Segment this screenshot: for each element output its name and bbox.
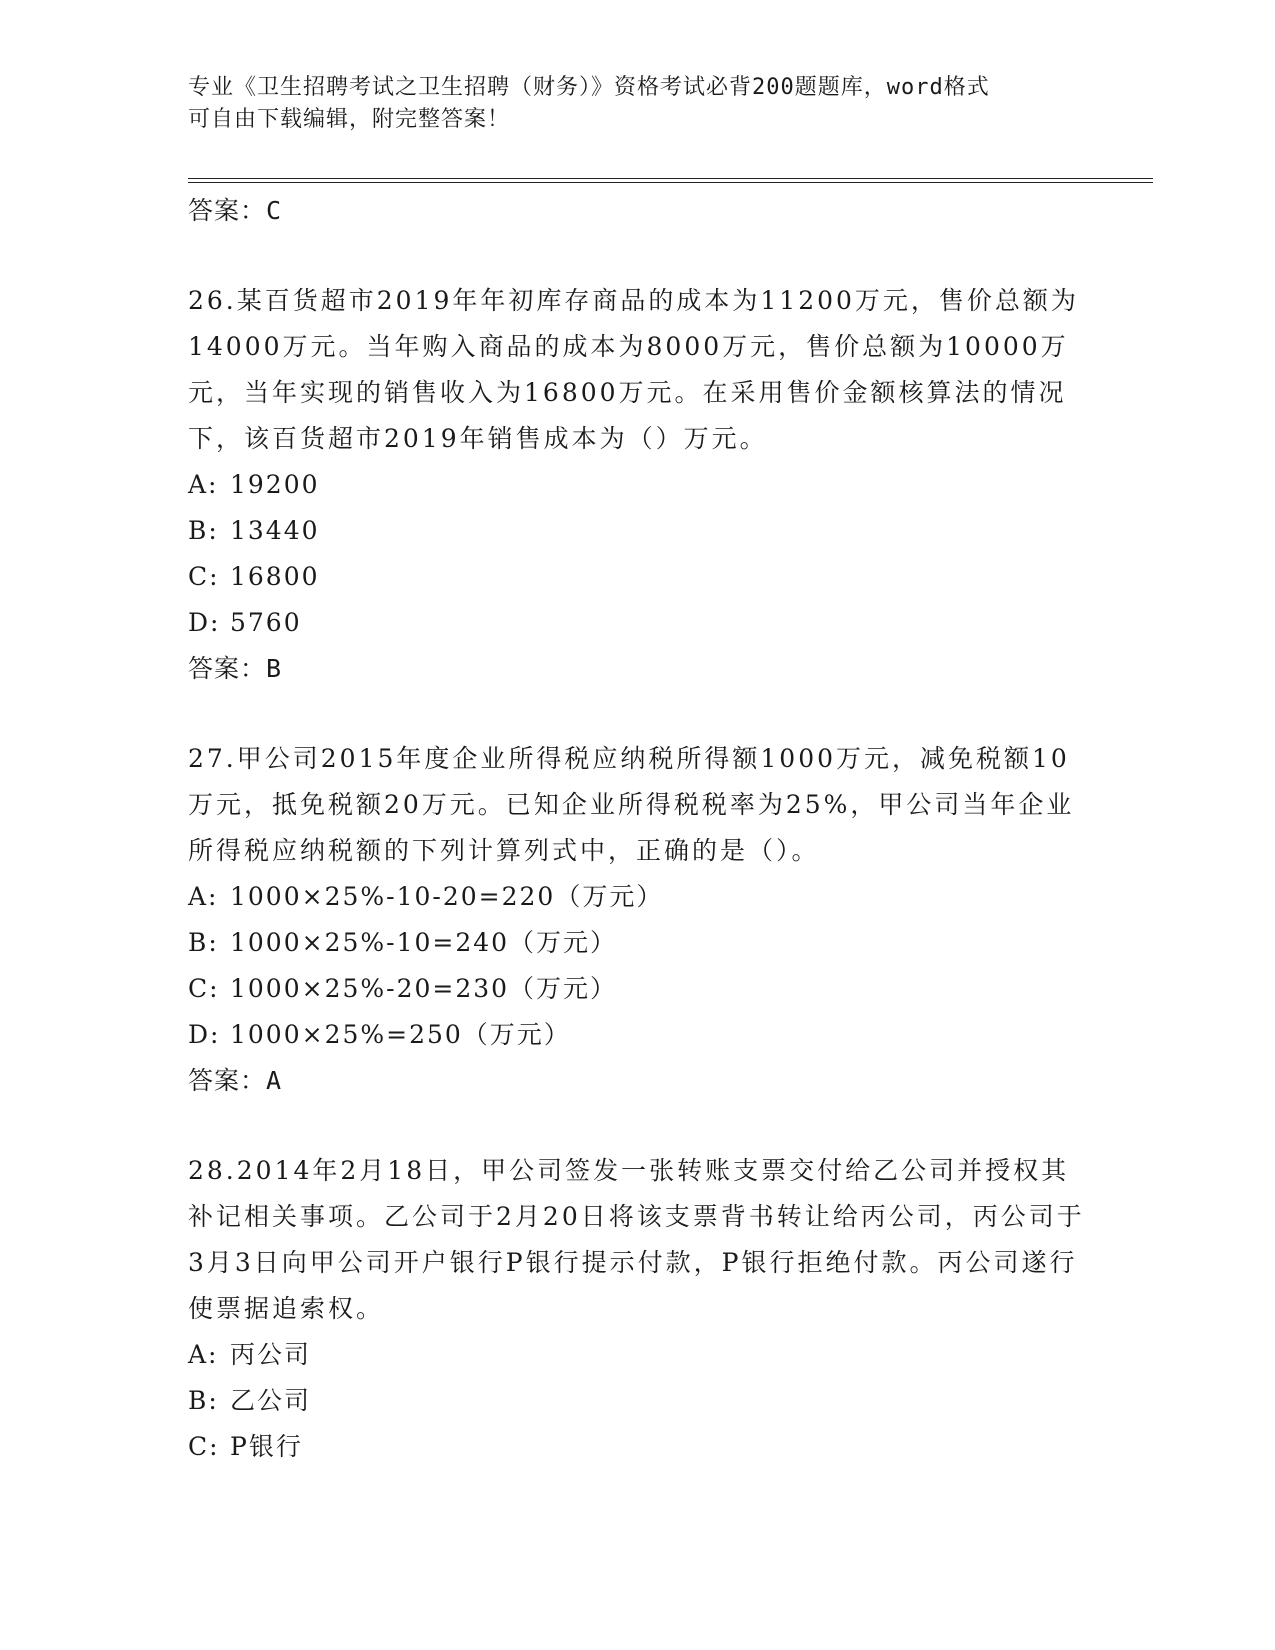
option-text: 1000×25%=250（万元）	[230, 1020, 571, 1049]
question-text: 28.2014年2月18日，甲公司签发一张转账支票交付给乙公司并授权其补记相关事项。乙公司于2月20日将该支票背书转让给丙公司，丙公司于3月3日向甲公司开户银行P银行提示付款，P银行拒绝付款。丙公司遂行使票据追索权。	[188, 1156, 1085, 1323]
option-text: 1000×25%-20=230（万元）	[230, 974, 618, 1003]
document-body	[188, 188, 1088, 1470]
option-label: A:	[188, 882, 219, 911]
option-label: A:	[188, 470, 219, 499]
option-text: 1000×25%-10=240（万元）	[230, 928, 618, 957]
option-text: 丙公司	[230, 1340, 312, 1369]
question-text: 26.某百货超市2019年年初库存商品的成本为11200万元，售价总额为14000万元。当年购入商品的成本为8000万元，售价总额为10000万元，当年实现的销售收入为16800万元。在采用售价金额核算法的情况下，该百货超市2019年销售成本为（）万元。	[188, 286, 1079, 453]
option-text: 乙公司	[230, 1386, 312, 1415]
option-c	[188, 554, 1088, 600]
question-block	[188, 1148, 1088, 1470]
option-text: 1000×25%-10-20=220（万元）	[230, 882, 664, 911]
option-b	[188, 508, 1088, 554]
header-line-2: 可自由下载编辑，附完整答案！	[188, 107, 511, 132]
spacer	[188, 1104, 1088, 1148]
answer-line: 答案：A	[188, 1066, 283, 1095]
option-label: C:	[188, 562, 220, 591]
question-text: 27.甲公司2015年度企业所得税应纳税所得额1000万元，减免税额10万元，抵免税额20万元。已知企业所得税税率为25%，甲公司当年企业所得税应纳税额的下列计算列式中，正确的是（）。	[188, 744, 1075, 865]
option-text: 13440	[230, 516, 320, 545]
option-d	[188, 600, 1088, 646]
spacer	[188, 234, 1088, 278]
option-a	[188, 462, 1088, 508]
option-c	[188, 1424, 1088, 1470]
option-b	[188, 1378, 1088, 1424]
option-label: C:	[188, 1432, 220, 1461]
option-b	[188, 920, 1088, 966]
option-d	[188, 1012, 1088, 1058]
option-label: B:	[188, 516, 219, 545]
question-block	[188, 736, 1088, 1104]
question-block	[188, 278, 1088, 692]
option-text: 19200	[230, 470, 320, 499]
option-a	[188, 874, 1088, 920]
option-text: P银行	[230, 1432, 303, 1461]
option-text: 5760	[230, 608, 302, 637]
option-label: B:	[188, 928, 219, 957]
page-header	[188, 72, 1088, 136]
header-line-1: 专业《卫生招聘考试之卫生招聘（财务）》资格考试必背200题题库，word格式	[188, 75, 990, 100]
header-divider	[188, 178, 1153, 183]
option-a	[188, 1332, 1088, 1378]
option-label: C:	[188, 974, 220, 1003]
spacer	[188, 692, 1088, 736]
previous-answer: 答案：C	[188, 196, 283, 225]
option-label: D:	[188, 1020, 221, 1049]
option-label: A:	[188, 1340, 219, 1369]
option-label: D:	[188, 608, 221, 637]
option-label: B:	[188, 1386, 219, 1415]
option-text: 16800	[230, 562, 320, 591]
answer-line: 答案：B	[188, 654, 283, 683]
option-c	[188, 966, 1088, 1012]
